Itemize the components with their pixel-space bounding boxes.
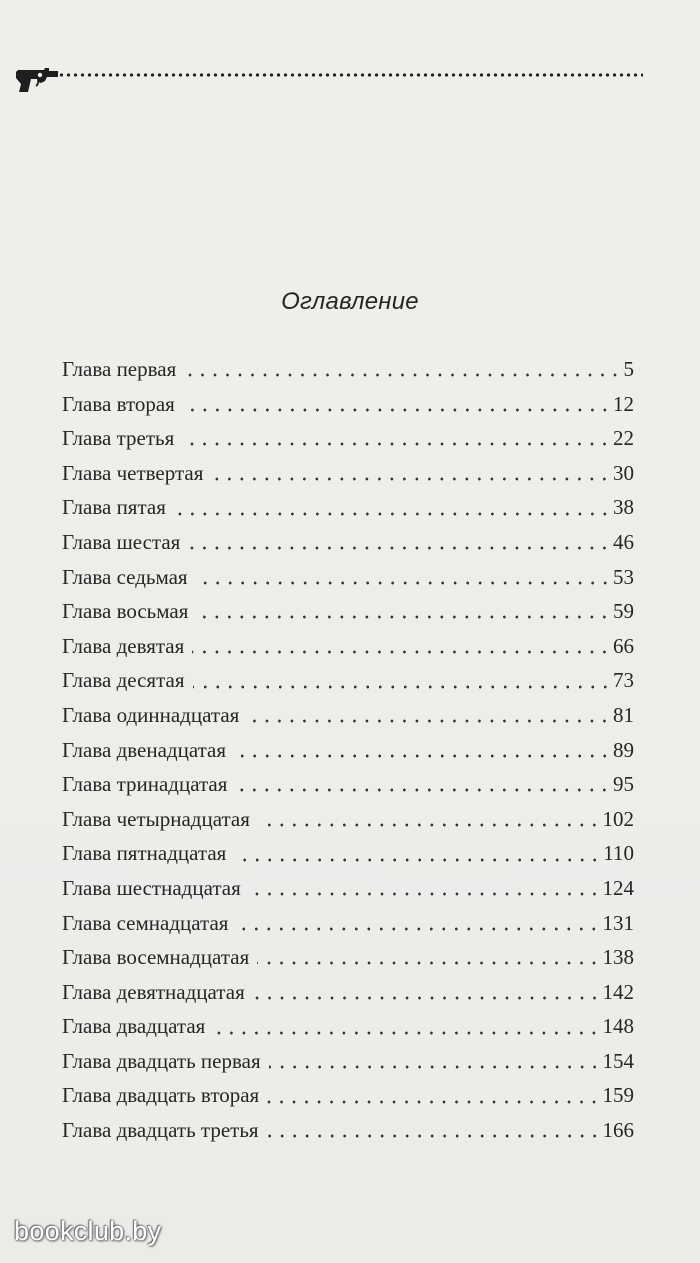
toc-entry-label: Глава двадцать первая (62, 1048, 261, 1073)
toc-dot-leader (213, 1031, 600, 1035)
toc-dot-leader (196, 615, 611, 619)
toc-entry-page: 138 (602, 945, 634, 970)
toc-dot-leader (247, 719, 611, 723)
toc-entry-page: 53 (613, 564, 634, 589)
toc-entry-label: Глава двенадцатая (62, 737, 227, 762)
toc-entry-page: 46 (613, 529, 634, 554)
toc-entry-page: 131 (602, 910, 634, 935)
toc-entry-page: 142 (602, 979, 634, 1004)
toc-entry-page: 154 (602, 1048, 634, 1073)
toc-entry-label: Глава четвертая (62, 460, 204, 485)
toc-entry (62, 836, 634, 871)
toc-dot-leader (249, 892, 601, 896)
toc-entry-page: 124 (602, 875, 634, 900)
toc-entry-page: 59 (613, 599, 634, 624)
toc-entry (62, 1113, 634, 1148)
toc-entry-page: 38 (613, 495, 634, 520)
toc-entry-label: Глава вторая (62, 391, 175, 416)
toc-entry-page: 159 (602, 1083, 634, 1108)
toc-entry-page: 148 (602, 1014, 634, 1039)
toc-dot-leader (253, 996, 601, 1000)
toc-entry (62, 456, 634, 491)
toc-entry-page: 102 (602, 806, 634, 831)
toc-dot-leader (211, 477, 611, 481)
toc-entry (62, 802, 634, 837)
toc-entry-label: Глава двадцать третья (62, 1118, 259, 1143)
toc-entry-page: 5 (623, 357, 634, 381)
toc-entry-label: Глава четырнадцатая (62, 806, 250, 831)
toc-entry-label: Глава двадцать вторая (62, 1083, 260, 1108)
toc-dot-leader (234, 858, 601, 862)
toc-dot-leader (184, 373, 621, 377)
toc-entry-page: 66 (613, 633, 634, 658)
toc-dot-leader (235, 788, 611, 792)
toc-entry (62, 733, 634, 768)
toc-entry-label: Глава шестая (62, 529, 181, 554)
toc-entry-page: 166 (602, 1118, 634, 1143)
revolver-icon (14, 62, 60, 98)
toc-entry (62, 525, 634, 560)
toc-entry-page: 110 (603, 841, 634, 866)
header-ornament (14, 62, 644, 98)
toc-entry-label: Глава седьмая (62, 564, 188, 589)
toc-dot-leader (193, 685, 612, 689)
toc-entry-label: Глава первая (62, 357, 177, 381)
toc-entry-label: Глава десятая (62, 668, 185, 693)
toc-entry-label: Глава восемнадцатая (62, 945, 250, 970)
toc-dot-leader (188, 546, 611, 550)
toc-entry (62, 940, 634, 975)
toc-entry-label: Глава пятая (62, 495, 166, 520)
toc-entry-page: 12 (613, 391, 634, 416)
toc-entry-label: Глава шестнадцатая (62, 875, 241, 900)
toc-entry-label: Глава девятая (62, 633, 185, 658)
dotted-rule (58, 73, 643, 77)
toc-entry-page: 89 (613, 737, 634, 762)
toc-entry-label: Глава девятнадцатая (62, 979, 245, 1004)
toc-entry-label: Глава двадцатая (62, 1014, 206, 1039)
toc-entry (62, 906, 634, 941)
toc-dot-leader (182, 442, 611, 446)
toc-entry-label: Глава одиннадцатая (62, 702, 240, 727)
toc-dot-leader (196, 581, 611, 585)
toc-entry-page: 81 (613, 702, 634, 727)
toc-dot-leader (267, 1100, 600, 1104)
toc-dot-leader (269, 1065, 601, 1069)
toc-entry (62, 767, 634, 802)
toc-dot-leader (258, 823, 601, 827)
toc-entry-page: 95 (613, 772, 634, 797)
toc-entry (62, 698, 634, 733)
toc-entry (62, 871, 634, 906)
table-of-contents (62, 352, 634, 1148)
toc-dot-leader (257, 961, 600, 965)
toc-entry (62, 975, 634, 1010)
toc-entry (62, 1044, 634, 1079)
toc-dot-leader (183, 408, 611, 412)
toc-entry-page: 30 (613, 460, 634, 485)
toc-entry (62, 594, 634, 629)
toc-entry (62, 663, 634, 698)
toc-entry (62, 387, 634, 422)
toc-entry (62, 352, 634, 387)
toc-entry-label: Глава восьмая (62, 599, 189, 624)
toc-entry-page: 22 (613, 426, 634, 451)
toc-entry-label: Глава тринадцатая (62, 772, 228, 797)
toc-dot-leader (234, 754, 611, 758)
toc-entry (62, 490, 634, 525)
toc-entry-page: 73 (613, 668, 634, 693)
toc-entry (62, 1009, 634, 1044)
toc-entry (62, 1078, 634, 1113)
toc-dot-leader (192, 650, 611, 654)
watermark: bookclub.by (14, 1216, 162, 1246)
toc-entry-label: Глава третья (62, 426, 175, 451)
toc-entry (62, 629, 634, 664)
toc-title: Оглавление (281, 288, 419, 315)
toc-entry-label: Глава семнадцатая (62, 910, 229, 935)
toc-dot-leader (174, 512, 611, 516)
toc-entry (62, 421, 634, 456)
toc-entry-label: Глава пятнадцатая (62, 841, 227, 866)
toc-entry (62, 560, 634, 595)
toc-dot-leader (267, 1134, 601, 1138)
toc-dot-leader (236, 927, 600, 931)
